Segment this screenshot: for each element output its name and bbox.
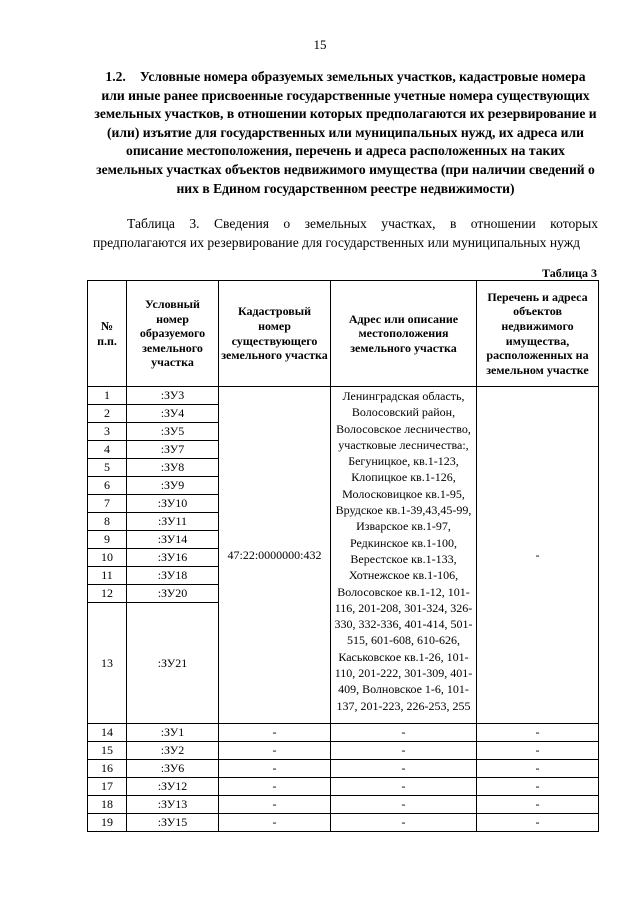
row-number-cell: 18: [88, 796, 127, 814]
conditional-number-cell: :ЗУ18: [127, 567, 219, 585]
table-label: Таблица 3: [542, 266, 597, 280]
conditional-number-cell: :ЗУ5: [127, 423, 219, 441]
cadastral-number-cell: 47:22:0000000:432: [219, 387, 331, 724]
conditional-number-cell: :ЗУ3: [127, 387, 219, 405]
row-number-cell: 11: [88, 567, 127, 585]
land-plots-table: [87, 280, 599, 832]
objects-cell: -: [477, 760, 599, 778]
row-number-cell: 17: [88, 778, 127, 796]
cadastral-number-cell: -: [219, 742, 331, 760]
conditional-number-cell: :ЗУ7: [127, 441, 219, 459]
row-number-cell: 12: [88, 585, 127, 603]
row-number-cell: 14: [88, 724, 127, 742]
conditional-number-cell: :ЗУ2: [127, 742, 219, 760]
row-number-cell: 7: [88, 495, 127, 513]
row-number-cell: 15: [88, 742, 127, 760]
table-row: [88, 796, 599, 814]
objects-cell: -: [477, 778, 599, 796]
table-row: [88, 760, 599, 778]
table-header-row: [88, 281, 599, 387]
table-caption-text: Таблица 3. Сведения о земельных участках, в отношении которых предполагаются их резервирование для государственных или муниципальных нужд: [93, 216, 598, 250]
objects-cell: -: [477, 724, 599, 742]
header-conditional-number: Условный номер образуемого земельного участка: [127, 281, 219, 387]
cadastral-number-cell: -: [219, 778, 331, 796]
row-number-cell: 19: [88, 814, 127, 832]
address-cell: -: [331, 796, 477, 814]
header-cadastral-number: Кадастровый номер существующего земельного участка: [219, 281, 331, 387]
table-row: [88, 387, 599, 405]
cadastral-number-cell: -: [219, 760, 331, 778]
conditional-number-cell: :ЗУ15: [127, 814, 219, 832]
conditional-number-cell: :ЗУ6: [127, 760, 219, 778]
conditional-number-cell: :ЗУ21: [127, 603, 219, 724]
row-number-cell: 1: [88, 387, 127, 405]
table-row: [88, 814, 599, 832]
conditional-number-cell: :ЗУ16: [127, 549, 219, 567]
address-cell: -: [331, 760, 477, 778]
cadastral-number-cell: -: [219, 724, 331, 742]
row-number-cell: 16: [88, 760, 127, 778]
row-number-cell: 6: [88, 477, 127, 495]
table-row: [88, 742, 599, 760]
row-number-cell: 4: [88, 441, 127, 459]
address-cell: -: [331, 742, 477, 760]
section-number: 1.2.: [105, 69, 126, 84]
conditional-number-cell: :ЗУ12: [127, 778, 219, 796]
row-number-cell: 8: [88, 513, 127, 531]
header-number: № п.п.: [88, 281, 127, 387]
conditional-number-cell: :ЗУ1: [127, 724, 219, 742]
row-number-cell: 13: [88, 603, 127, 724]
address-cell: -: [331, 814, 477, 832]
table-row: [88, 778, 599, 796]
conditional-number-cell: :ЗУ8: [127, 459, 219, 477]
address-cell: -: [331, 724, 477, 742]
conditional-number-cell: :ЗУ10: [127, 495, 219, 513]
cadastral-number-cell: -: [219, 814, 331, 832]
objects-cell: -: [477, 387, 599, 724]
row-number-cell: 9: [88, 531, 127, 549]
objects-cell: -: [477, 796, 599, 814]
row-number-cell: 5: [88, 459, 127, 477]
conditional-number-cell: :ЗУ14: [127, 531, 219, 549]
row-number-cell: 3: [88, 423, 127, 441]
objects-cell: -: [477, 814, 599, 832]
row-number-cell: 2: [88, 405, 127, 423]
conditional-number-cell: :ЗУ4: [127, 405, 219, 423]
conditional-number-cell: :ЗУ11: [127, 513, 219, 531]
header-address: Адрес или описание местоположения земельного участка: [331, 281, 477, 387]
section-heading: [93, 68, 598, 198]
conditional-number-cell: :ЗУ20: [127, 585, 219, 603]
conditional-number-cell: :ЗУ13: [127, 796, 219, 814]
objects-cell: -: [477, 742, 599, 760]
row-number-cell: 10: [88, 549, 127, 567]
cadastral-number-cell: -: [219, 796, 331, 814]
header-objects: Перечень и адреса объектов недвижимого имущества, расположенных на земельном участке: [477, 281, 599, 387]
address-cell: -: [331, 778, 477, 796]
page-number: 15: [313, 37, 327, 52]
table-row: [88, 724, 599, 742]
conditional-number-cell: :ЗУ9: [127, 477, 219, 495]
table-caption: [93, 215, 598, 252]
address-cell: Ленинградская область, Волосовский район, Волосовское лесничество, участковые лесничества:, Бегуницкое, кв.1-123, Клопицкое кв.1-126, Молосковицкое кв.1-95, Врудское кв.1-39,43,45-99, Изварское кв.1-97, Редкинское кв.1-100, Верестское кв.1-133, Хотнежское кв.1-106, Волосовское кв.1-12, 101-116, 201-208, 301-324, 326-330, 332-336, 401-414, 501-515, 601-608, 610-626, Каськовское кв.1-26, 101-110, 201-222, 301-309, 401-409, Волновское 1-6, 101-137, 201-223, 226-253, 255: [331, 387, 477, 724]
section-title: Условные номера образуемых земельных участков, кадастровые номера или иные ранее присвоенные государственные учетные номера существующих земельных участков, в отношении которых предполагаются их резервирование и (или) изъятие для государственных или муниципальных нужд, их адреса или описание местоположения, перечень и адреса расположенных на таких земельных участках объектов недвижимого имущества (при наличии сведений о них в Едином государственном реестре недвижимости): [94, 69, 597, 196]
